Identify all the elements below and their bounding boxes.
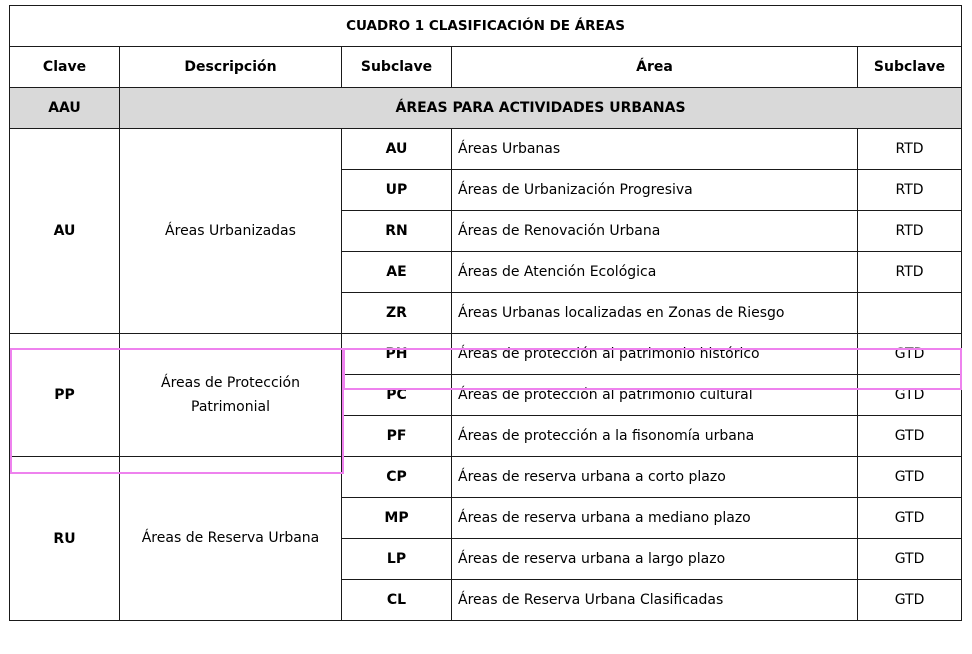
row-subclave: MP (342, 498, 452, 539)
row-area: Áreas de protección al patrimonio cultural (452, 375, 858, 416)
row-area: Áreas Urbanas localizadas en Zonas de Riesgo (452, 293, 858, 334)
row-area: Áreas de Urbanización Progresiva (452, 170, 858, 211)
row-area: Áreas de protección a la fisonomía urbana (452, 416, 858, 457)
band-row (10, 88, 962, 129)
header-clave: Clave (10, 47, 120, 88)
row-subclave: PF (342, 416, 452, 457)
row-subclave: CP (342, 457, 452, 498)
row-subclave: AU (342, 129, 452, 170)
row-subclave: UP (342, 170, 452, 211)
row-subclave: CL (342, 580, 452, 621)
row-area: Áreas de protección al patrimonio histórico (452, 334, 858, 375)
row-subclave: LP (342, 539, 452, 580)
table-row (10, 457, 962, 498)
row-subclave-2: GTD (858, 334, 962, 375)
row-subclave-2: RTD (858, 170, 962, 211)
row-area: Áreas Urbanas (452, 129, 858, 170)
row-subclave: AE (342, 252, 452, 293)
row-subclave: ZR (342, 293, 452, 334)
row-subclave-2: GTD (858, 580, 962, 621)
table-title-row (10, 6, 962, 47)
table-title: CUADRO 1 CLASIFICACIÓN DE ÁREAS (10, 6, 962, 47)
group-clave: RU (10, 457, 120, 621)
row-area: Áreas de Reserva Urbana Clasificadas (452, 580, 858, 621)
band-clave: AAU (10, 88, 120, 129)
classification-table (9, 5, 962, 621)
row-area: Áreas de reserva urbana a mediano plazo (452, 498, 858, 539)
group-clave: AU (10, 129, 120, 334)
row-subclave-2: GTD (858, 416, 962, 457)
row-subclave-2: RTD (858, 129, 962, 170)
band-label: ÁREAS PARA ACTIVIDADES URBANAS (120, 88, 962, 129)
row-subclave-2 (858, 293, 962, 334)
row-subclave-2: RTD (858, 211, 962, 252)
row-subclave-2: GTD (858, 498, 962, 539)
row-subclave-2: GTD (858, 539, 962, 580)
row-area: Áreas de reserva urbana a largo plazo (452, 539, 858, 580)
row-area: Áreas de Atención Ecológica (452, 252, 858, 293)
header-area: Área (452, 47, 858, 88)
table-row (10, 129, 962, 170)
row-subclave: RN (342, 211, 452, 252)
group-clave: PP (10, 334, 120, 457)
row-subclave-2: GTD (858, 375, 962, 416)
header-row (10, 47, 962, 88)
row-subclave-2: GTD (858, 457, 962, 498)
row-subclave: PC (342, 375, 452, 416)
group-descripcion: Áreas Urbanizadas (120, 129, 342, 334)
header-subclave: Subclave (342, 47, 452, 88)
header-descripcion: Descripción (120, 47, 342, 88)
table-row (10, 334, 962, 375)
row-area: Áreas de Renovación Urbana (452, 211, 858, 252)
header-subclave-2: Subclave (858, 47, 962, 88)
group-descripcion: Áreas de Protección Patrimonial (120, 334, 342, 457)
row-subclave-2: RTD (858, 252, 962, 293)
row-area: Áreas de reserva urbana a corto plazo (452, 457, 858, 498)
group-descripcion: Áreas de Reserva Urbana (120, 457, 342, 621)
row-subclave: PH (342, 334, 452, 375)
